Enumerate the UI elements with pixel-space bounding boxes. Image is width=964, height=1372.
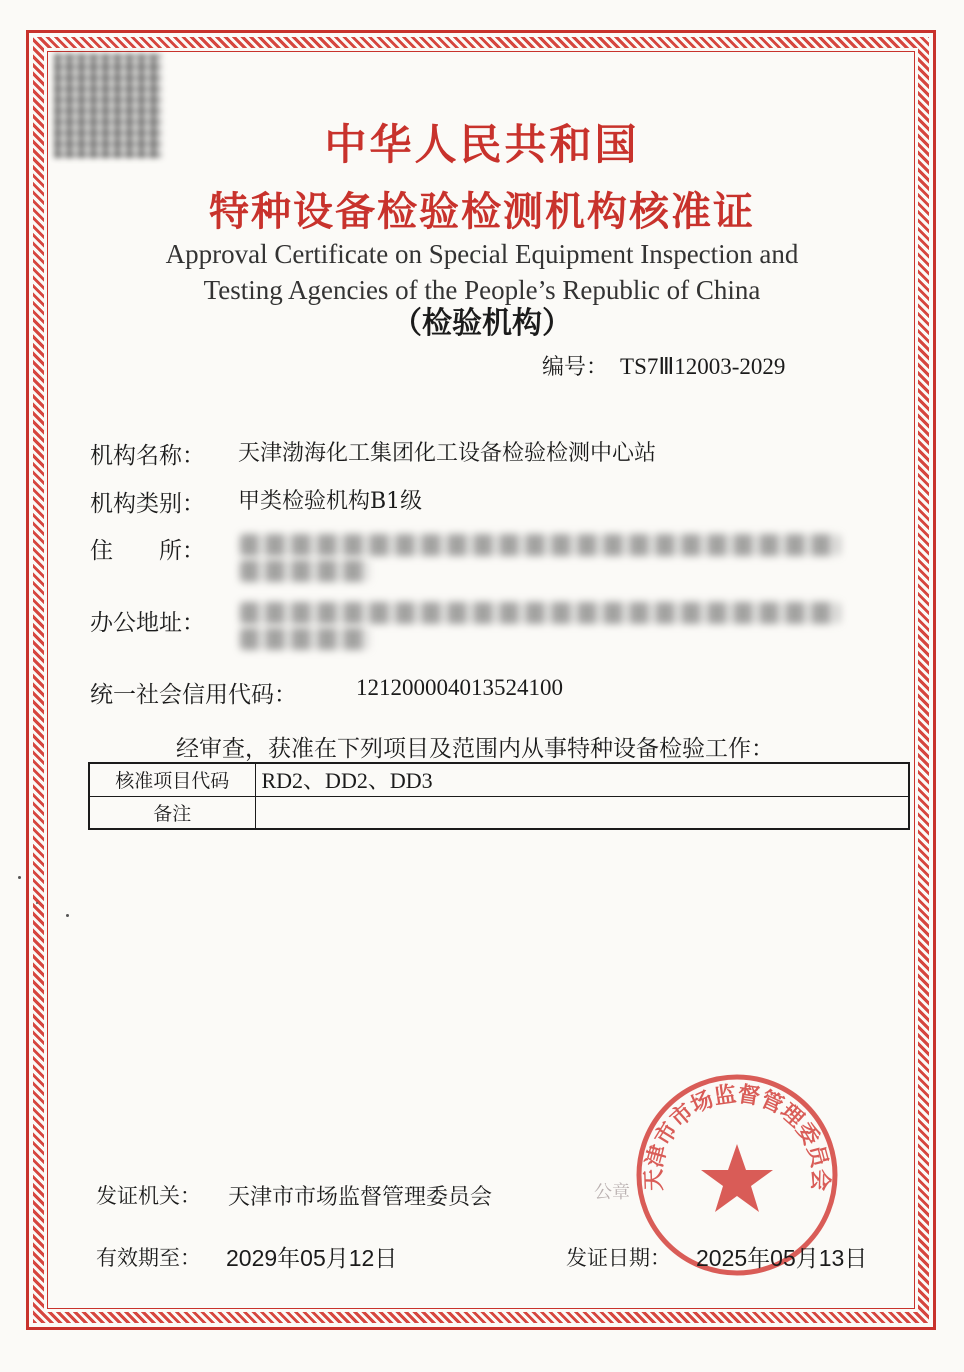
certificate-number-label: 编号：: [542, 355, 609, 380]
credit-code-value: 121200004013524100: [356, 675, 563, 700]
title-category: （检验机构）: [392, 306, 572, 341]
org-name-label: 机构名称：: [90, 443, 205, 469]
scope-table: [88, 762, 910, 830]
issuer-label: 发证机关：: [96, 1184, 201, 1208]
scope-remark-label: 备注: [89, 796, 255, 829]
seal-faint-text: 公章: [594, 1182, 630, 1203]
title-country: 中华人民共和国: [324, 120, 640, 169]
issuer-value: 天津市市场监督管理委员会: [228, 1185, 493, 1210]
scope-remark-value: [255, 796, 909, 829]
title-english-line2: Testing Agencies of the People’s Republic of China: [203, 275, 761, 305]
office-address-value-redacted: [240, 602, 840, 624]
org-type-value: 甲类检验机构B1级: [238, 489, 423, 514]
table-row: [89, 763, 909, 796]
table-row: [89, 796, 909, 829]
scope-code-value: RD2、DD2、DD3: [255, 763, 909, 796]
title-certificate: 特种设备检验检测机构核准证: [209, 189, 755, 235]
title-english-line1: Approval Certificate on Special Equipment Inspection and: [165, 239, 799, 269]
office-address-label: 办公地址：: [90, 610, 205, 636]
scope-code-label: 核准项目代码: [89, 763, 255, 796]
issue-date-value: 2025年05月13日: [696, 1245, 868, 1271]
scope-intro: 经审查，获准在下列项目及范围内从事特种设备检验工作：: [176, 736, 774, 762]
org-name-value: 天津渤海化工集团化工设备检验检测中心站: [238, 441, 657, 466]
certificate-number: [542, 350, 785, 381]
scan-speck: [66, 914, 69, 917]
credit-code-label: 统一社会信用代码：: [90, 682, 297, 708]
star-icon: [701, 1144, 773, 1212]
issue-date-label: 发证日期：: [566, 1246, 671, 1270]
org-type-label: 机构类别：: [90, 491, 205, 517]
scan-speck: [36, 902, 38, 904]
residence-value-redacted: [240, 534, 840, 556]
residence-label: 住 所：: [90, 538, 205, 564]
seal-ring-text: 天津市市场监督管理委员会: [641, 1082, 833, 1192]
residence-value-redacted-line2: [240, 560, 370, 582]
certificate-number-value: TS7Ⅲ12003-2029: [620, 354, 786, 379]
validity-label: 有效期至：: [96, 1246, 201, 1270]
validity-value: 2029年05月12日: [226, 1245, 398, 1271]
scan-speck: [18, 876, 21, 879]
office-address-value-redacted-line2: [240, 628, 370, 650]
